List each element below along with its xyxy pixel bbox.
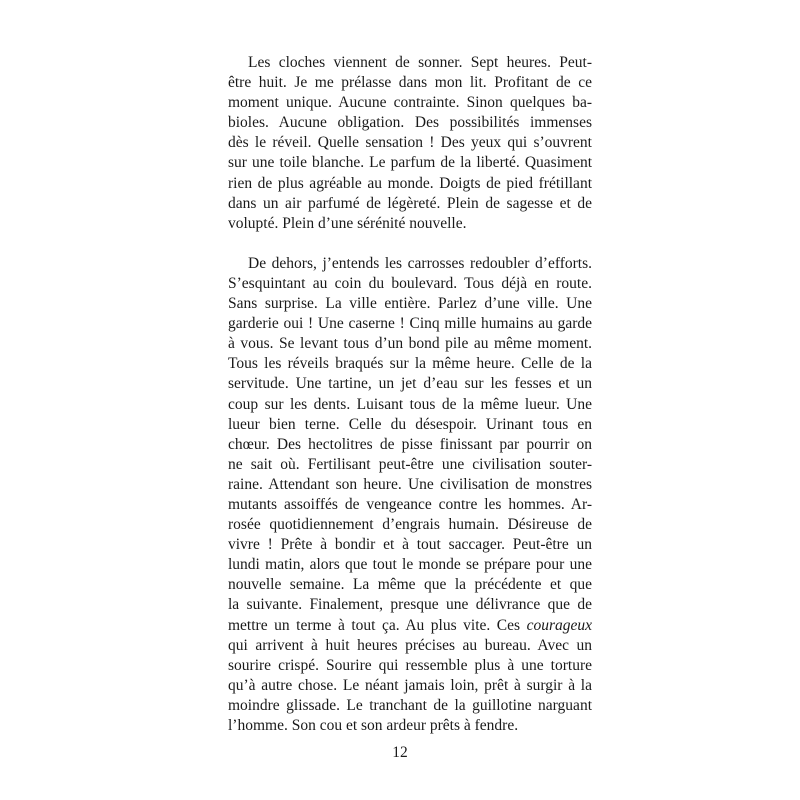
text-line: ne sait où. Fertilisant peut-être une civilisation souter- (228, 455, 592, 473)
paragraph-2 (228, 254, 592, 736)
body-text (228, 53, 592, 736)
text-line: lueur bien terne. Celle du désespoir. Urinant tous en (228, 415, 592, 433)
paragraph-1 (228, 53, 592, 234)
text-line: dans un air parfumé de légèreté. Plein de sagesse et de (228, 194, 592, 212)
text-line: sourire crispé. Sourire qui ressemble plus à une torture (228, 656, 592, 674)
text-line: mutants assoiffés de vengeance contre les hommes. Ar- (228, 495, 592, 513)
text-line: sur une toile blanche. Le parfum de la liberté. Quasiment (228, 154, 592, 172)
text-line-with-italic (228, 616, 592, 636)
text-line: coup sur les dents. Luisant tous de la même lueur. Une (228, 395, 592, 413)
text-line: moindre glissade. Le tranchant de la guillotine narguant (228, 696, 592, 714)
text-line: servitude. Une tartine, un jet d’eau sur les fesses et un (228, 375, 592, 393)
text-line: raine. Attendant son heure. Une civilisation de monstres (228, 475, 592, 493)
page-number: 12 (392, 744, 408, 761)
text-line: Les cloches viennent de sonner. Sept heures. Peut- (248, 54, 592, 71)
text-line: garderie oui ! Une caserne ! Cinq mille humains au garde (228, 315, 592, 333)
text-line: Sans surprise. La ville entière. Parlez d’une ville. Une (228, 295, 592, 313)
text-line: moment unique. Aucune contrainte. Sinon quelques ba- (228, 94, 592, 112)
text-line: lundi matin, alors que tout le monde se prépare pour une (228, 556, 592, 574)
text-line: qui arrivent à huit heures précises au bureau. Avec un (228, 636, 592, 654)
text-line: la suivante. Finalement, presque une délivrance que de (228, 596, 592, 614)
text-line: à vous. Se levant tous d’un bond pile au même moment. (228, 335, 592, 353)
text-line: De dehors, j’entends les carrosses redoubler d’efforts. (248, 254, 592, 272)
text-line: vivre ! Prête à bondir et à tout saccager. Peut-être un (228, 536, 592, 554)
text-line: dès le réveil. Quelle sensation ! Des yeux qui s’ouvrent (228, 134, 592, 152)
text-segment: mettre un terme à tout ça. Au plus vite. Ces (228, 616, 527, 634)
text-line: rien de plus agréable au monde. Doigts de pied frétillant (228, 174, 592, 192)
text-line: être huit. Je me prélasse dans mon lit. Profitant de ce (228, 74, 592, 92)
italic-word: courageux (526, 616, 592, 634)
text-line: bioles. Aucune obligation. Des possibilités immenses (228, 114, 592, 132)
text-line: Tous les réveils braqués sur la même heure. Celle de la (228, 355, 592, 373)
text-line: S’esquintant au coin du boulevard. Tous déjà en route. (228, 274, 592, 292)
text-line: qu’à autre chose. Le néant jamais loin, prêt à surgir à la (228, 676, 592, 694)
text-line: chœur. Des hectolitres de pisse finissant par pourrir on (228, 435, 592, 453)
text-line: rosée quotidiennement d’engrais humain. Désireuse de (228, 516, 592, 534)
text-line: volupté. Plein d’une sérénité nouvelle. (228, 214, 467, 232)
text-line: nouvelle semaine. La même que la précédente et que (228, 576, 592, 594)
text-line: l’homme. Son cou et son ardeur prêts à fendre. (228, 717, 519, 734)
